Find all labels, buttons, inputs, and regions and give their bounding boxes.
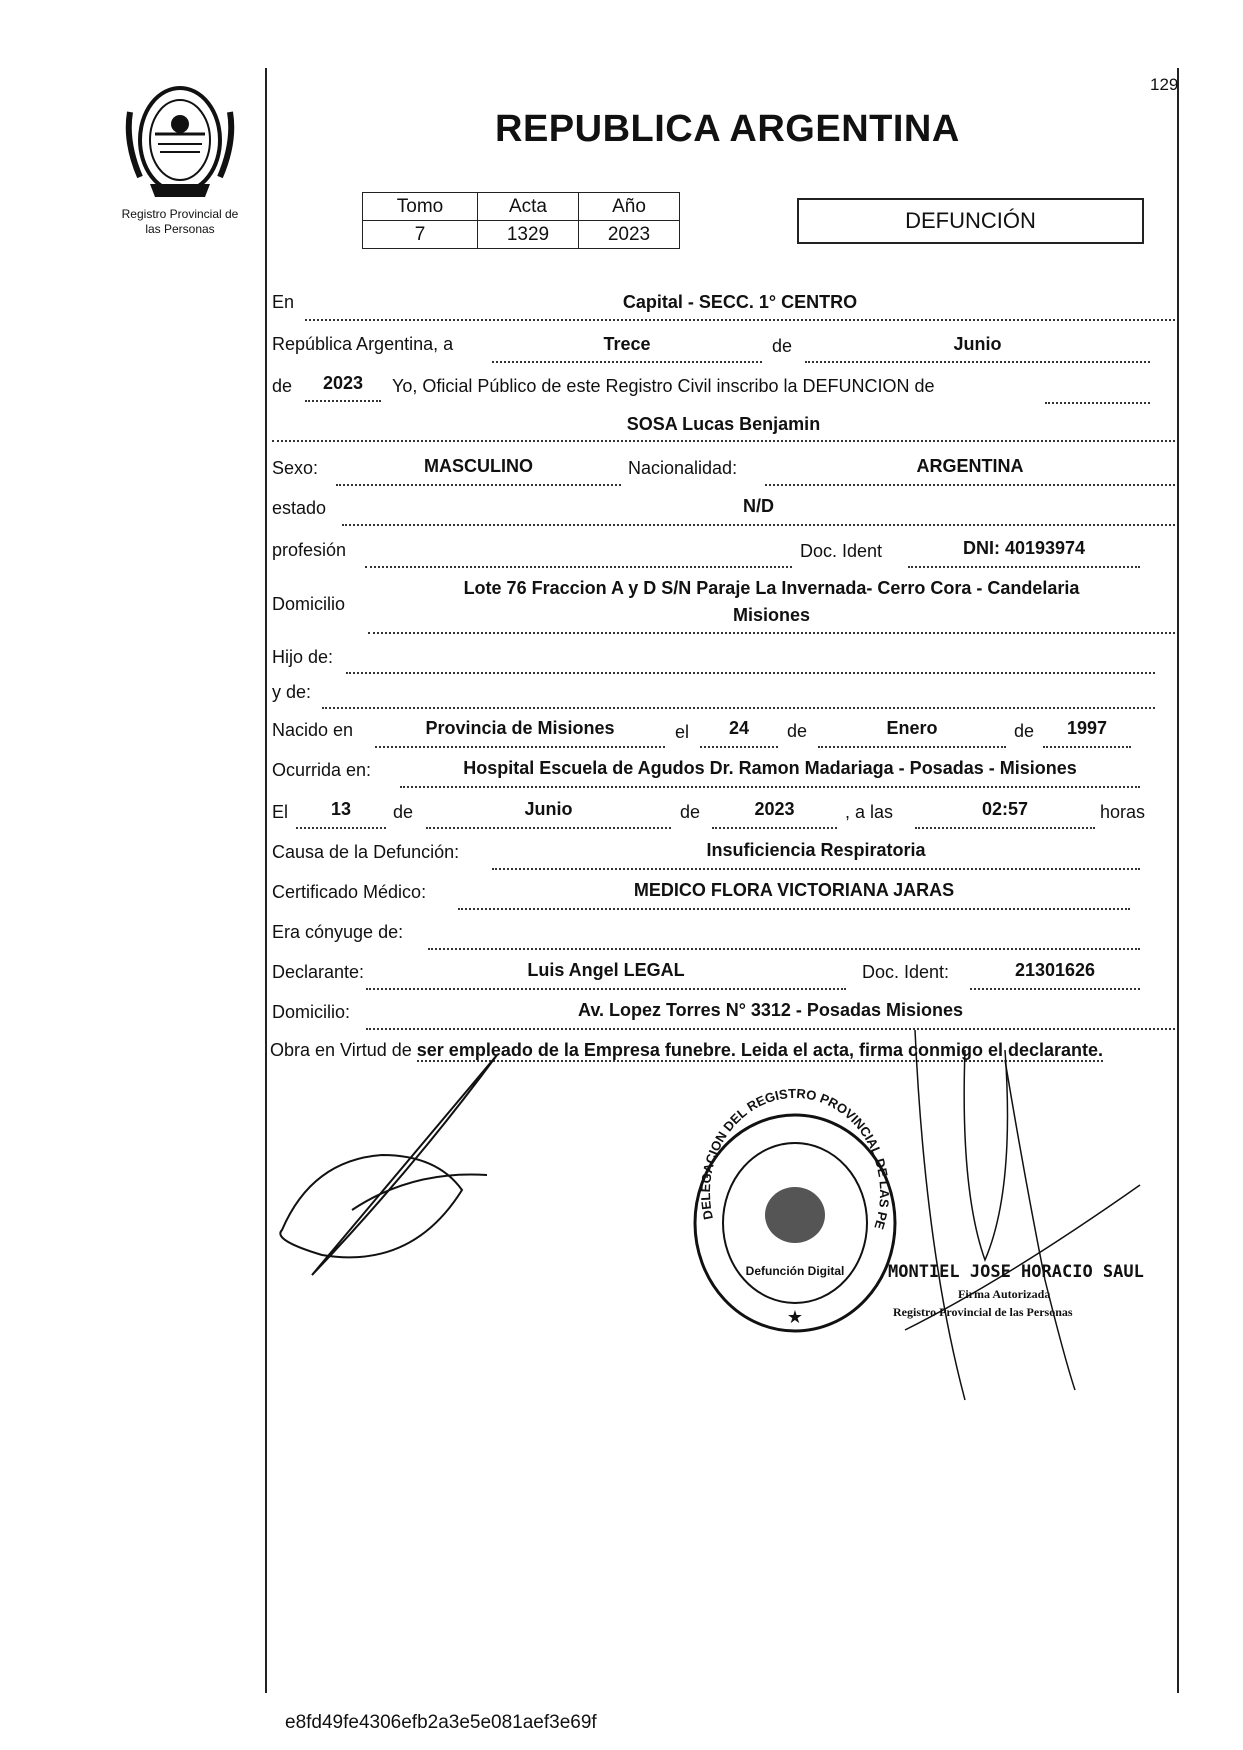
label-inscribo: Yo, Oficial Público de este Registro Civil inscribo la DEFUNCION de [392,376,935,396]
value-causa: Insuficiencia Respiratoria [706,840,926,860]
fill-profesion [365,542,792,568]
value-lugar: Capital - SECC. 1° CENTRO [622,292,858,312]
label-de2: de [1014,721,1035,741]
registry-caption: Registro Provincial de las Personas [121,207,239,236]
right-margin-line [1177,68,1179,1693]
official-seal-stamp [679,1085,905,1335]
document-hash: e8fd49fe4306efb2a3e5e081aef3e69f [285,1712,597,1733]
label-a-las: , a las [845,802,894,822]
label-estado: estado [272,498,327,518]
value-declarante-domicilio: Av. Lopez Torres N° 3312 - Posadas Misiones [578,1000,963,1020]
label-de4: de [680,802,701,822]
official-signature [905,1030,1145,1410]
left-margin-line [265,68,267,1693]
value-certificado: MEDICO FLORA VICTORIANA JARAS [633,880,955,900]
acta-value-acta: 1329 [478,221,579,249]
value-nac-dia: 24 [728,718,750,738]
label-de1: de [787,721,808,741]
value-ocurrida-en: Hospital Escuela de Agudos Dr. Ramon Madariaga - Posadas - Misiones [463,758,1077,778]
value-def-anio: 2023 [754,799,795,819]
value-doc-ident: DNI: 40193974 [962,538,1086,558]
official-signatory-org: Registro Provincial de las Personas [893,1305,1073,1319]
value-nacido-en: Provincia de Misiones [425,718,615,738]
document-type-box: DEFUNCIÓN [797,198,1144,244]
acta-table [362,192,680,249]
acta-header-anio: Año [579,193,680,221]
value-mes-inscripcion: Junio [953,334,1002,354]
value-dia-inscripcion: Trece [603,334,651,354]
acta-table-header-row [363,193,680,221]
label-de: de [772,336,793,356]
label-republica-a: República Argentina, a [272,334,454,354]
value-def-mes: Junio [524,799,573,819]
obra-reason: ser empleado de la Empresa funebre. Leida el acta, firma conmigo el declarante. [416,1040,1104,1060]
label-doc-ident: Doc. Ident [800,541,883,561]
fill-inscribo-tail [1045,378,1150,404]
official-signatory-name: MONTIEL JOSE HORACIO SAUL [888,1262,1144,1282]
fill-hijo-de [346,648,1155,674]
label-y-de: y de: [272,682,312,702]
label-nacido-en: Nacido en [272,720,354,740]
label-doc-ident2: Doc. Ident: [862,962,950,982]
label-certificado: Certificado Médico: [272,882,427,902]
value-nacionalidad: ARGENTINA [916,456,1024,476]
declarant-signature [262,1050,562,1290]
official-signatory-role: Firma Autorizada [958,1287,1051,1301]
acta-value-tomo: 7 [363,221,478,249]
label-de-year: de [272,376,293,396]
value-anio-inscripcion: 2023 [322,373,364,393]
value-declarante-doc: 21301626 [1014,960,1096,980]
label-domicilio: Domicilio [272,594,346,614]
label-ocurrida-en: Ocurrida en: [272,760,372,780]
value-domicilio-line2: Misiones [732,605,811,625]
seal-star-icon: ★ [786,1307,804,1327]
label-conyuge: Era cónyuge de: [272,922,404,942]
acta-value-anio: 2023 [579,221,680,249]
page-number: 129 [1150,75,1179,94]
label-el: el [675,722,690,742]
label-profesion: profesión [272,540,347,560]
label-de3: de [393,802,414,822]
value-nac-anio: 1997 [1066,718,1108,738]
acta-table-value-row [363,221,680,249]
value-estado: N/D [743,496,774,516]
fill-conyuge [428,924,1140,950]
value-def-hora: 02:57 [981,799,1029,819]
label-horas: horas [1100,802,1146,822]
fill-y-de [322,683,1155,709]
value-domicilio-line1: Lote 76 Fraccion A y D S/N Paraje La Invernada- Cerro Cora - Candelaria [463,578,1080,598]
acta-header-tomo: Tomo [363,193,478,221]
value-nombre: SOSA Lucas Benjamin [626,414,821,434]
label-domicilio2: Domicilio: [272,1002,351,1022]
label-declarante: Declarante: [272,962,365,982]
label-sexo: Sexo: [272,458,319,478]
label-hijo-de: Hijo de: [272,647,334,667]
value-sexo: MASCULINO [424,456,533,476]
label-el-fecha: El [272,802,289,822]
label-nacionalidad: Nacionalidad: [628,458,738,478]
value-nac-mes: Enero [886,718,938,738]
page-title: REPUBLICA ARGENTINA [495,108,960,150]
seal-inner-text: Defunción Digital [745,1264,845,1278]
obra-prefix: Obra en Virtud de [270,1040,412,1060]
label-causa: Causa de la Defunción: [272,842,460,862]
seal-outer-text: DELEGACION DEL REGISTRO PROVINCIAL DE LAS PERSONAS [679,1085,893,1232]
acta-header-acta: Acta [478,193,579,221]
value-declarante: Luis Angel LEGAL [527,960,685,980]
provincial-coat-of-arms-logo [120,72,240,202]
value-def-dia: 13 [330,799,352,819]
label-en: En [272,292,295,312]
